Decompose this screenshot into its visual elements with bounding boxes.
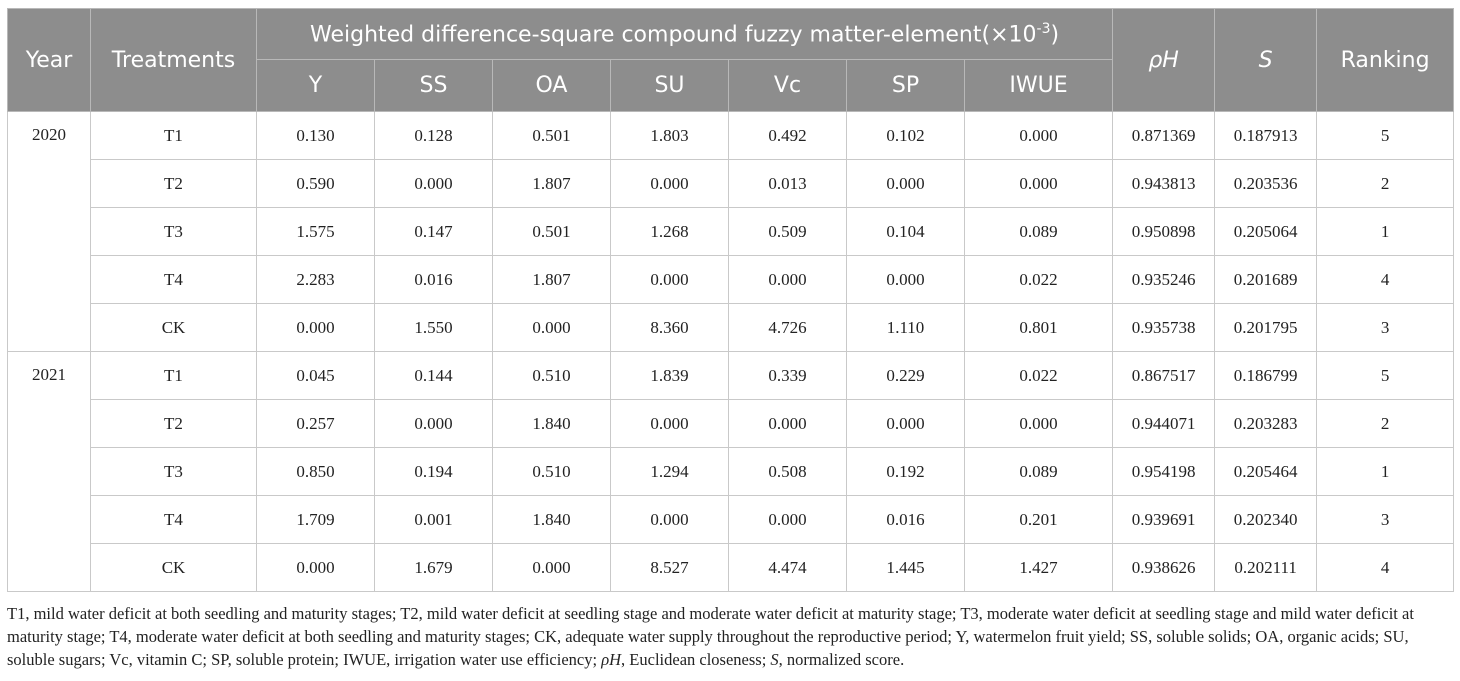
treatment-cell: CK — [91, 304, 257, 352]
su-cell: 1.268 — [611, 208, 729, 256]
iwue-cell: 1.427 — [965, 544, 1113, 592]
s-cell: 0.202340 — [1215, 496, 1317, 544]
su-cell: 1.294 — [611, 448, 729, 496]
footnote-text-2: , Euclidean closeness; — [621, 650, 771, 669]
y-cell: 0.045 — [257, 352, 375, 400]
vc-cell: 0.000 — [729, 400, 847, 448]
header-sub-y: Y — [257, 60, 375, 112]
treatment-cell: T4 — [91, 256, 257, 304]
iwue-cell: 0.000 — [965, 400, 1113, 448]
su-cell: 1.839 — [611, 352, 729, 400]
s-cell: 0.201795 — [1215, 304, 1317, 352]
header-group — [257, 9, 1113, 60]
header-ranking: Ranking — [1317, 9, 1454, 112]
ss-cell: 0.128 — [375, 112, 493, 160]
iwue-cell: 0.000 — [965, 112, 1113, 160]
y-cell: 1.575 — [257, 208, 375, 256]
vc-cell: 0.000 — [729, 496, 847, 544]
s-cell: 0.186799 — [1215, 352, 1317, 400]
footnote-text-3: , normalized score. — [778, 650, 905, 669]
oa-cell: 0.510 — [493, 352, 611, 400]
y-cell: 0.130 — [257, 112, 375, 160]
iwue-cell: 0.000 — [965, 160, 1113, 208]
ranking-cell: 4 — [1317, 256, 1454, 304]
su-cell: 8.360 — [611, 304, 729, 352]
sp-cell: 0.104 — [847, 208, 965, 256]
y-cell: 0.000 — [257, 544, 375, 592]
header-sub-vc: Vc — [729, 60, 847, 112]
oa-cell: 1.840 — [493, 400, 611, 448]
sp-cell: 0.000 — [847, 256, 965, 304]
header-group-text: Weighted difference-square compound fuzzy matter-element(×10 — [310, 22, 1037, 48]
ranking-cell: 4 — [1317, 544, 1454, 592]
s-cell: 0.187913 — [1215, 112, 1317, 160]
ss-cell: 1.550 — [375, 304, 493, 352]
oa-cell: 1.807 — [493, 256, 611, 304]
y-cell: 0.590 — [257, 160, 375, 208]
header-sub-ss: SS — [375, 60, 493, 112]
ranking-cell: 2 — [1317, 160, 1454, 208]
rho-h-cell: 0.954198 — [1113, 448, 1215, 496]
table-footnote — [7, 602, 1453, 671]
treatment-cell: T3 — [91, 208, 257, 256]
rho-h-cell: 0.950898 — [1113, 208, 1215, 256]
ranking-cell: 1 — [1317, 208, 1454, 256]
oa-cell: 1.840 — [493, 496, 611, 544]
table-row — [8, 256, 1454, 304]
ss-cell: 0.144 — [375, 352, 493, 400]
s-cell: 0.205464 — [1215, 448, 1317, 496]
treatment-cell: T2 — [91, 160, 257, 208]
iwue-cell: 0.022 — [965, 256, 1113, 304]
sp-cell: 0.192 — [847, 448, 965, 496]
header-group-close: ) — [1050, 22, 1060, 48]
ss-cell: 0.016 — [375, 256, 493, 304]
ranking-cell: 1 — [1317, 448, 1454, 496]
header-s: S — [1215, 9, 1317, 112]
oa-cell: 0.000 — [493, 304, 611, 352]
oa-cell: 0.510 — [493, 448, 611, 496]
table-row — [8, 208, 1454, 256]
ranking-cell: 5 — [1317, 352, 1454, 400]
su-cell: 0.000 — [611, 256, 729, 304]
su-cell: 0.000 — [611, 400, 729, 448]
table-header — [8, 9, 1454, 112]
iwue-cell: 0.089 — [965, 448, 1113, 496]
rho-h-cell: 0.935738 — [1113, 304, 1215, 352]
header-year: Year — [8, 9, 91, 112]
oa-cell: 0.501 — [493, 112, 611, 160]
results-table — [7, 8, 1454, 592]
vc-cell: 0.492 — [729, 112, 847, 160]
y-cell: 0.000 — [257, 304, 375, 352]
header-rho-h: ρH — [1113, 9, 1215, 112]
ranking-cell: 5 — [1317, 112, 1454, 160]
vc-cell: 0.339 — [729, 352, 847, 400]
iwue-cell: 0.089 — [965, 208, 1113, 256]
y-cell: 1.709 — [257, 496, 375, 544]
su-cell: 0.000 — [611, 160, 729, 208]
table-row — [8, 352, 1454, 400]
rho-h-cell: 0.943813 — [1113, 160, 1215, 208]
header-sub-oa: OA — [493, 60, 611, 112]
iwue-cell: 0.201 — [965, 496, 1113, 544]
s-cell: 0.203536 — [1215, 160, 1317, 208]
su-cell: 8.527 — [611, 544, 729, 592]
rho-h-cell: 0.938626 — [1113, 544, 1215, 592]
rho-h-cell: 0.939691 — [1113, 496, 1215, 544]
vc-cell: 0.509 — [729, 208, 847, 256]
s-cell: 0.205064 — [1215, 208, 1317, 256]
footnote-rho-h: ρH — [601, 650, 622, 669]
header-treatments: Treatments — [91, 9, 257, 112]
vc-cell: 4.726 — [729, 304, 847, 352]
sp-cell: 0.102 — [847, 112, 965, 160]
table-container — [7, 8, 1453, 592]
iwue-cell: 0.801 — [965, 304, 1113, 352]
ss-cell: 0.194 — [375, 448, 493, 496]
header-sub-sp: SP — [847, 60, 965, 112]
rho-h-cell: 0.944071 — [1113, 400, 1215, 448]
table-body — [8, 112, 1454, 592]
vc-cell: 0.000 — [729, 256, 847, 304]
header-sub-su: SU — [611, 60, 729, 112]
ss-cell: 0.000 — [375, 160, 493, 208]
su-cell: 1.803 — [611, 112, 729, 160]
y-cell: 2.283 — [257, 256, 375, 304]
ss-cell: 1.679 — [375, 544, 493, 592]
header-group-exponent: -3 — [1036, 20, 1051, 37]
sp-cell: 1.110 — [847, 304, 965, 352]
ss-cell: 0.001 — [375, 496, 493, 544]
table-row — [8, 496, 1454, 544]
treatment-cell: CK — [91, 544, 257, 592]
su-cell: 0.000 — [611, 496, 729, 544]
rho-h-cell: 0.935246 — [1113, 256, 1215, 304]
year-cell: 2020 — [8, 112, 91, 352]
oa-cell: 1.807 — [493, 160, 611, 208]
vc-cell: 4.474 — [729, 544, 847, 592]
oa-cell: 0.000 — [493, 544, 611, 592]
vc-cell: 0.013 — [729, 160, 847, 208]
y-cell: 0.850 — [257, 448, 375, 496]
treatment-cell: T2 — [91, 400, 257, 448]
footnote-text-1: T1, mild water deficit at both seedling and maturity stages; T2, mild water deficit at seedling stage and moderate water deficit at maturity stage; T3, moderate water deficit at seedling stage and mild water deficit at maturity stage; T4, moderate water deficit at both seedling and maturity stages; CK, adequate water supply throughout the reproductive period; Y, watermelon fruit yield; SS, soluble solids; OA, organic acids; SU, soluble sugars; Vc, vitamin C; SP, soluble protein; IWUE, irrigation water use efficiency; — [7, 604, 1414, 669]
year-cell: 2021 — [8, 352, 91, 592]
header-sub-iwue: IWUE — [965, 60, 1113, 112]
sp-cell: 1.445 — [847, 544, 965, 592]
ss-cell: 0.147 — [375, 208, 493, 256]
y-cell: 0.257 — [257, 400, 375, 448]
footnote-s: S — [770, 650, 779, 669]
sp-cell: 0.000 — [847, 400, 965, 448]
rho-h-cell: 0.871369 — [1113, 112, 1215, 160]
treatment-cell: T1 — [91, 352, 257, 400]
s-cell: 0.202111 — [1215, 544, 1317, 592]
iwue-cell: 0.022 — [965, 352, 1113, 400]
vc-cell: 0.508 — [729, 448, 847, 496]
treatment-cell: T1 — [91, 112, 257, 160]
oa-cell: 0.501 — [493, 208, 611, 256]
table-row — [8, 544, 1454, 592]
table-row — [8, 448, 1454, 496]
sp-cell: 0.016 — [847, 496, 965, 544]
table-row — [8, 112, 1454, 160]
table-row — [8, 160, 1454, 208]
treatment-cell: T3 — [91, 448, 257, 496]
ranking-cell: 3 — [1317, 304, 1454, 352]
sp-cell: 0.000 — [847, 160, 965, 208]
treatment-cell: T4 — [91, 496, 257, 544]
s-cell: 0.201689 — [1215, 256, 1317, 304]
table-row — [8, 400, 1454, 448]
s-cell: 0.203283 — [1215, 400, 1317, 448]
ranking-cell: 3 — [1317, 496, 1454, 544]
ranking-cell: 2 — [1317, 400, 1454, 448]
sp-cell: 0.229 — [847, 352, 965, 400]
rho-h-cell: 0.867517 — [1113, 352, 1215, 400]
ss-cell: 0.000 — [375, 400, 493, 448]
table-row — [8, 304, 1454, 352]
